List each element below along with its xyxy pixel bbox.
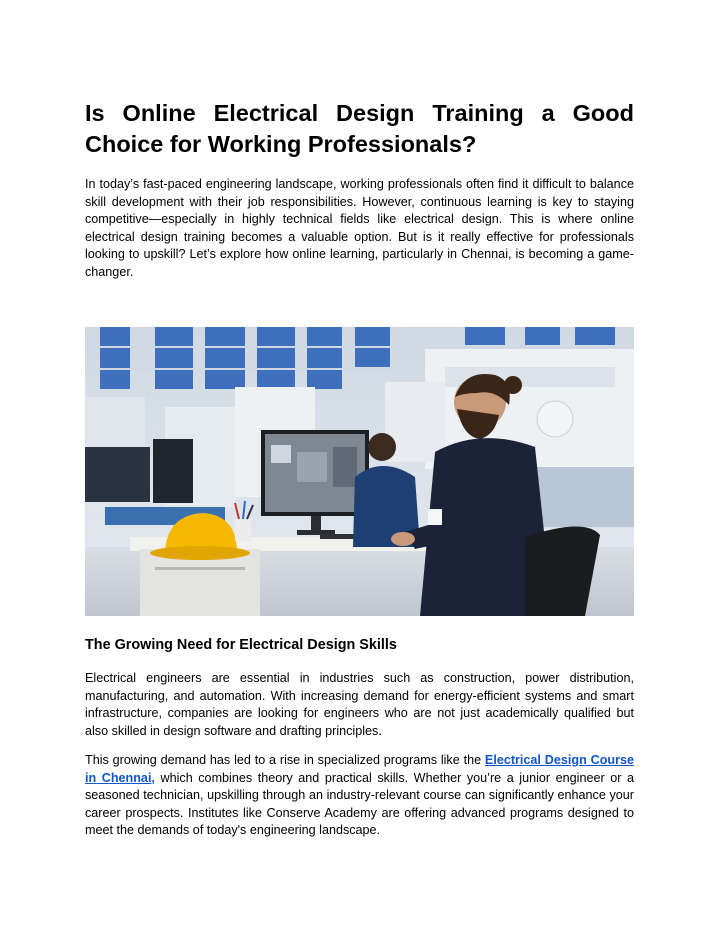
engineer-workstation-illustration xyxy=(85,327,634,616)
electrical-design-course-link[interactable]: Electrical Design Course in Chennai, xyxy=(85,753,634,785)
article-title-line-2: Choice for Working Professionals? xyxy=(85,131,477,157)
article-title-line-1: Is Online Electrical Design Training a Good xyxy=(85,100,634,126)
body-paragraph-course xyxy=(85,752,634,840)
article-photo xyxy=(85,327,634,616)
intro-paragraph: In today’s fast-paced engineering landscape, working professionals often find it difficult to balance skill development with their job responsibilities. However, continuous learning is key to staying competitive—especially in highly technical fields like electrical design. This is where online electrical design training becomes a valuable option. But is it really effective for professionals looking to upskill? Let’s explore how online learning, particularly in Chennai, is becoming a game-changer. xyxy=(85,177,634,279)
body-paragraph-demand: Electrical engineers are essential in industries such as construction, power distribution, manufacturing, and automation. With increasing demand for energy-efficient systems and smart infrastructure, companies are looking for engineers who are not just academically qualified but also skilled in design software and drafting principles. xyxy=(85,671,634,738)
article-title xyxy=(85,98,634,160)
paragraph-text-after-link: which combines theory and practical skills. Whether you’re a junior engineer or a seasoned technician, upskilling through an industry-relevant course can significantly enhance your career prospects. Institutes like Conserve Academy are offering advanced programs designed to meet the demands of today's engineering landscape. xyxy=(85,770,634,837)
section-heading: The Growing Need for Electrical Design Skills xyxy=(85,637,397,653)
paragraph-text-before-link: This growing demand has led to a rise in specialized programs like the xyxy=(85,753,485,767)
